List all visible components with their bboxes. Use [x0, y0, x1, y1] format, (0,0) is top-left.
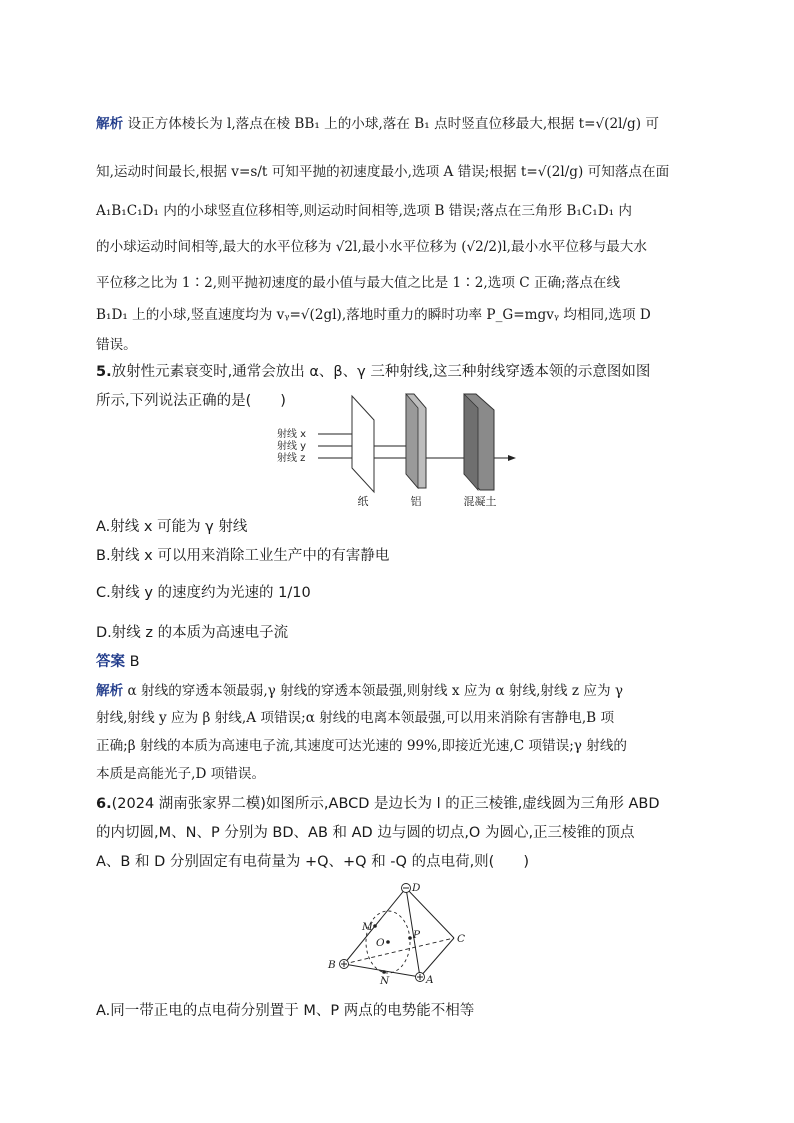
answer-value: B	[129, 654, 140, 670]
q5-option-c: C.射线 y 的速度约为光速的 1/10	[96, 585, 311, 601]
q5-option-b: B.射线 x 可以用来消除工业生产中的有害静电	[96, 548, 390, 564]
q5-solution-line-1: 解析 α 射线的穿透本领最弱,γ 射线的穿透本领最强,则射线 x 应为 α 射线,射线 z 应为 γ	[96, 683, 624, 699]
label-C: C	[457, 933, 466, 945]
question-number: 6.	[96, 796, 112, 812]
solution-tag: 解析	[96, 683, 124, 699]
radiation-penetration-figure	[270, 390, 530, 506]
point-N	[382, 970, 386, 974]
solution-tag: 解析	[96, 116, 124, 132]
paper-sheet	[352, 396, 374, 492]
solution4-line-1: 解析 设正方体棱长为 l,落点在棱 BB₁ 上的小球,落在 B₁ 点时竖直位移最大,根据 t=√(2l/g) 可	[96, 116, 659, 132]
solution4-line-7: 错误。	[96, 337, 137, 353]
label-D: D	[412, 882, 421, 894]
solution4-line-5: 平位移之比为 1∶2,则平抛初速度的最小值与最大值之比是 1∶2,选项 C 正确;落点在线	[96, 275, 621, 291]
point-P	[408, 936, 412, 940]
q6-stem-line-3: A、B 和 D 分别固定有电荷量为 +Q、+Q 和 -Q 的点电荷,则( )	[96, 854, 529, 870]
solution4-line-6: B₁D₁ 上的小球,竖直速度均为 vᵧ=√(2gl),落地时重力的瞬时功率 P_G=mgvᵧ 均相同,选项 D	[96, 307, 651, 323]
label-A: A	[426, 974, 434, 986]
solution4-line-2: 知,运动时间最长,根据 v=s/t 可知平抛的初速度最小,选项 A 错误;根据 t=√(2l/g) 可知落点在面	[96, 164, 670, 180]
material-paper-label: 纸	[357, 495, 369, 506]
q5-solution-line-4: 本质是高能光子,D 项错误。	[96, 766, 266, 782]
answer-tag: 答案	[96, 654, 125, 670]
q6-stem-line-1: 6.(2024 湖南张家界二模)如图所示,ABCD 是边长为 l 的正三棱锥,虚线圆为三角形 ABD	[96, 796, 660, 812]
q5-answer	[96, 650, 140, 671]
question-number: 5.	[96, 364, 112, 380]
label-B: B	[328, 959, 336, 971]
ray-z-arrow	[508, 455, 516, 461]
q5-solution-line-2: 射线,射线 y 应为 β 射线,A 项错误;α 射线的电离本领最强,可以用来消除有害静电,B 项	[96, 710, 615, 726]
material-concrete-label: 混凝土	[463, 495, 497, 506]
q6-stem-line-2: 的内切圆,M、N、P 分别为 BD、AB 和 AD 边与圆的切点,O 为圆心,正三棱锥的顶点	[96, 825, 635, 841]
edge-BC-hidden	[344, 938, 454, 964]
point-M	[373, 924, 377, 928]
label-M: M	[362, 921, 373, 933]
ray-x-label: 射线 x	[277, 429, 307, 440]
material-aluminium-label: 铝	[410, 495, 422, 506]
label-P: P	[413, 929, 421, 941]
ray-y-label: 射线 y	[277, 441, 307, 452]
ray-z-label: 射线 z	[277, 453, 306, 464]
pyramid-figure	[322, 876, 472, 988]
q5-option-a: A.射线 x 可能为 γ 射线	[96, 519, 248, 535]
point-O	[386, 940, 390, 944]
label-N: N	[380, 975, 390, 987]
q6-option-a: A.同一带正电的点电荷分别置于 M、P 两点的电势能不相等	[96, 1003, 475, 1019]
label-O: O	[376, 937, 385, 949]
q5-stem-line-1: 5.放射性元素衰变时,通常会放出 α、β、γ 三种射线,这三种射线穿透本领的示意图如图	[96, 364, 651, 380]
solution4-line-3: A₁B₁C₁D₁ 内的小球竖直位移相等,则运动时间相等,选项 B 错误;落点在三角形 B₁C₁D₁ 内	[96, 203, 632, 219]
q5-stem-line-2: 所示,下列说法正确的是( )	[96, 393, 286, 409]
q5-option-d: D.射线 z 的本质为高速电子流	[96, 625, 289, 641]
edge-AC	[420, 938, 454, 977]
q5-solution-line-3: 正确;β 射线的本质为高速电子流,其速度可达光速的 99%,即接近光速,C 项错误;γ 射线的	[96, 738, 628, 754]
solution4-line-4: 的小球运动时间相等,最大的水平位移为 √2l,最小水平位移为 (√2/2)l,最小水平位移与最大水	[96, 239, 647, 255]
